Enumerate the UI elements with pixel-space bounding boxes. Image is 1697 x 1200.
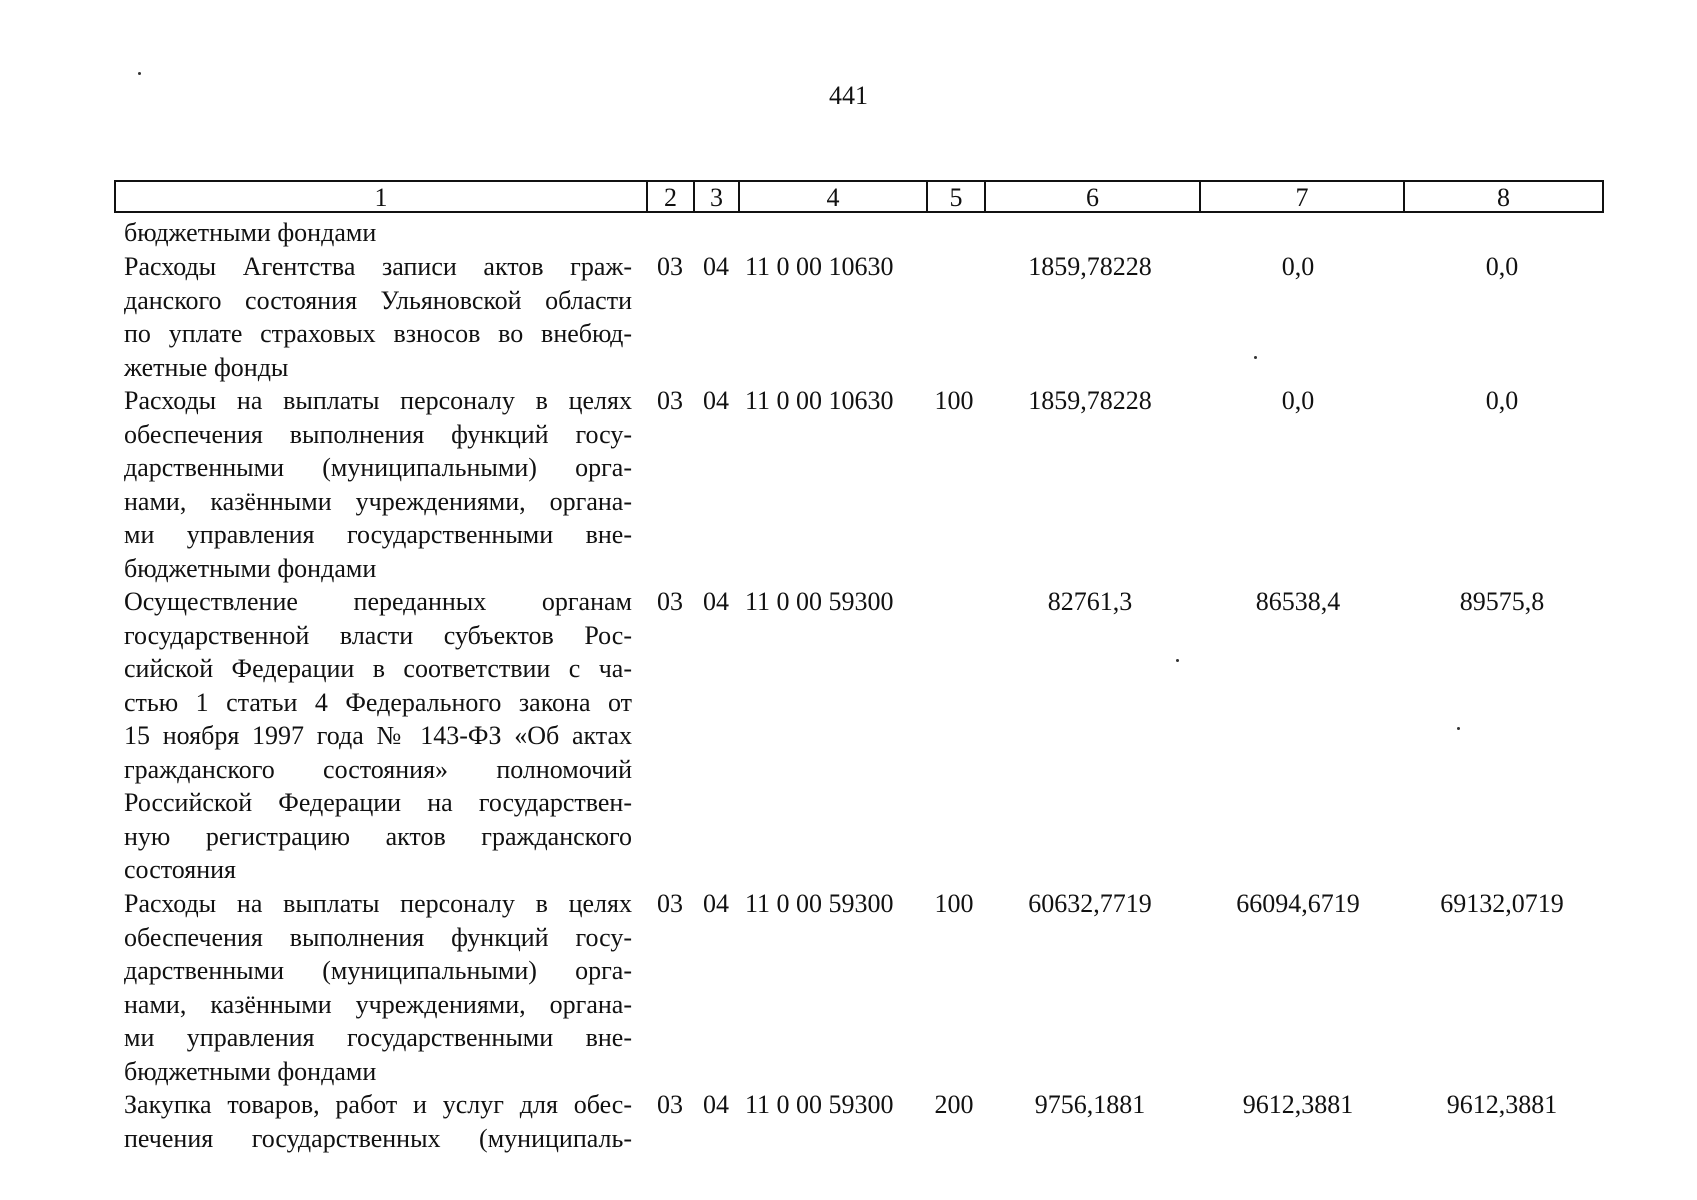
description-line: бюджетными фондами: [124, 1056, 377, 1086]
amount-col-8: 0,0: [1485, 252, 1519, 281]
description-line: гражданского состояния» полномочий: [124, 754, 632, 784]
header-col-6: 6: [984, 182, 1199, 211]
description-line: нами, казёнными учреждениями, органа-: [124, 486, 632, 516]
description-line: государственной власти субъектов Рос-: [124, 620, 632, 650]
description-line: нами, казёнными учреждениями, органа-: [124, 989, 632, 1019]
header-col-7: 7: [1199, 182, 1403, 211]
description-line: Расходы Агентства записи актов граж-: [124, 252, 632, 281]
description-line: стью 1 статьи 4 Федерального закона от: [124, 687, 632, 717]
description-line: обеспечения выполнения функций госу-: [124, 922, 632, 952]
target-article-code: 11 0 00 10630: [745, 252, 894, 281]
section-code: 03: [657, 889, 683, 918]
row-description: [124, 585, 632, 887]
description-line: бюджетными фондами: [124, 553, 377, 583]
description-line: дарственными (муниципальными) орга-: [124, 453, 632, 482]
header-col-8: 8: [1403, 182, 1602, 211]
expense-type-code: 100: [934, 889, 974, 918]
description-line: Российской Федерации на государствен-: [124, 788, 632, 817]
target-article-code: 11 0 00 59300: [745, 587, 894, 616]
amount-col-7: 0,0: [1281, 252, 1315, 281]
scan-speck: [138, 72, 141, 75]
subsection-code: 04: [703, 386, 729, 415]
amount-col-8: 69132,0719: [1440, 889, 1564, 918]
target-article-code: 11 0 00 59300: [745, 1090, 894, 1119]
amount-col-6: 1859,78228: [1028, 386, 1152, 415]
subsection-code: 04: [703, 1090, 729, 1119]
description-line: дарственными (муниципальными) орга-: [124, 956, 632, 985]
description-line: жетные фонды: [124, 352, 289, 382]
amount-col-7: 66094,6719: [1236, 889, 1360, 918]
description-line: состояния: [124, 855, 236, 884]
amount-col-7: 86538,4: [1255, 587, 1341, 616]
description-line: Расходы на выплаты персоналу в целях: [124, 386, 632, 415]
amount-col-6: 60632,7719: [1028, 889, 1152, 918]
row-description: [124, 250, 632, 384]
header-col-4: 4: [738, 182, 926, 211]
section-code: 03: [657, 386, 683, 415]
header-col-2: 2: [646, 182, 693, 211]
row-description: [124, 384, 632, 585]
amount-col-6: 82761,3: [1047, 587, 1133, 616]
description-line: печения государственных (муниципаль-: [124, 1123, 632, 1153]
subsection-code: 04: [703, 587, 729, 616]
section-code: 03: [657, 1090, 683, 1119]
subsection-code: 04: [703, 252, 729, 281]
description-line: 15 ноября 1997 года № 143-ФЗ «Об актах: [124, 721, 632, 750]
target-article-code: 11 0 00 10630: [745, 386, 894, 415]
amount-col-7: 0,0: [1281, 386, 1315, 415]
expense-type-code: 200: [934, 1090, 974, 1119]
row-description: [124, 1088, 632, 1155]
table-header-row: [114, 180, 1604, 213]
target-article-code: 11 0 00 59300: [745, 889, 894, 918]
subsection-code: 04: [703, 889, 729, 918]
description-line: данского состояния Ульяновской области: [124, 285, 632, 315]
header-col-3: 3: [693, 182, 738, 211]
amount-col-8: 0,0: [1485, 386, 1519, 415]
amount-col-6: 9756,1881: [1034, 1090, 1146, 1119]
description-line: Осуществление переданных органам: [124, 587, 632, 616]
description-line: ми управления государственными вне-: [124, 520, 632, 549]
description-line: обеспечения выполнения функций госу-: [124, 419, 632, 449]
description-line: ную регистрацию актов гражданского: [124, 821, 632, 851]
row-description: [124, 216, 632, 250]
scan-speck: [1176, 659, 1179, 662]
page-number: 441: [829, 81, 868, 110]
description-line: ми управления государственными вне-: [124, 1023, 632, 1052]
description-line: сийской Федерации в соответствии с ча-: [124, 654, 632, 683]
row-description: [124, 887, 632, 1088]
description-line: бюджетными фондами: [124, 218, 377, 247]
expense-type-code: 100: [934, 386, 974, 415]
amount-col-8: 89575,8: [1459, 587, 1545, 616]
section-code: 03: [657, 587, 683, 616]
description-line: Закупка товаров, работ и услуг для обес-: [124, 1090, 632, 1119]
scan-speck: [1254, 356, 1257, 359]
description-line: по уплате страховых взносов во внебюд-: [124, 319, 632, 348]
description-line: Расходы на выплаты персоналу в целях: [124, 889, 632, 918]
header-col-5: 5: [926, 182, 984, 211]
section-code: 03: [657, 252, 683, 281]
header-col-1: 1: [374, 183, 388, 212]
amount-col-6: 1859,78228: [1028, 252, 1152, 281]
amount-col-7: 9612,3881: [1242, 1090, 1354, 1119]
amount-col-8: 9612,3881: [1446, 1090, 1558, 1119]
scan-speck: [1457, 727, 1460, 730]
